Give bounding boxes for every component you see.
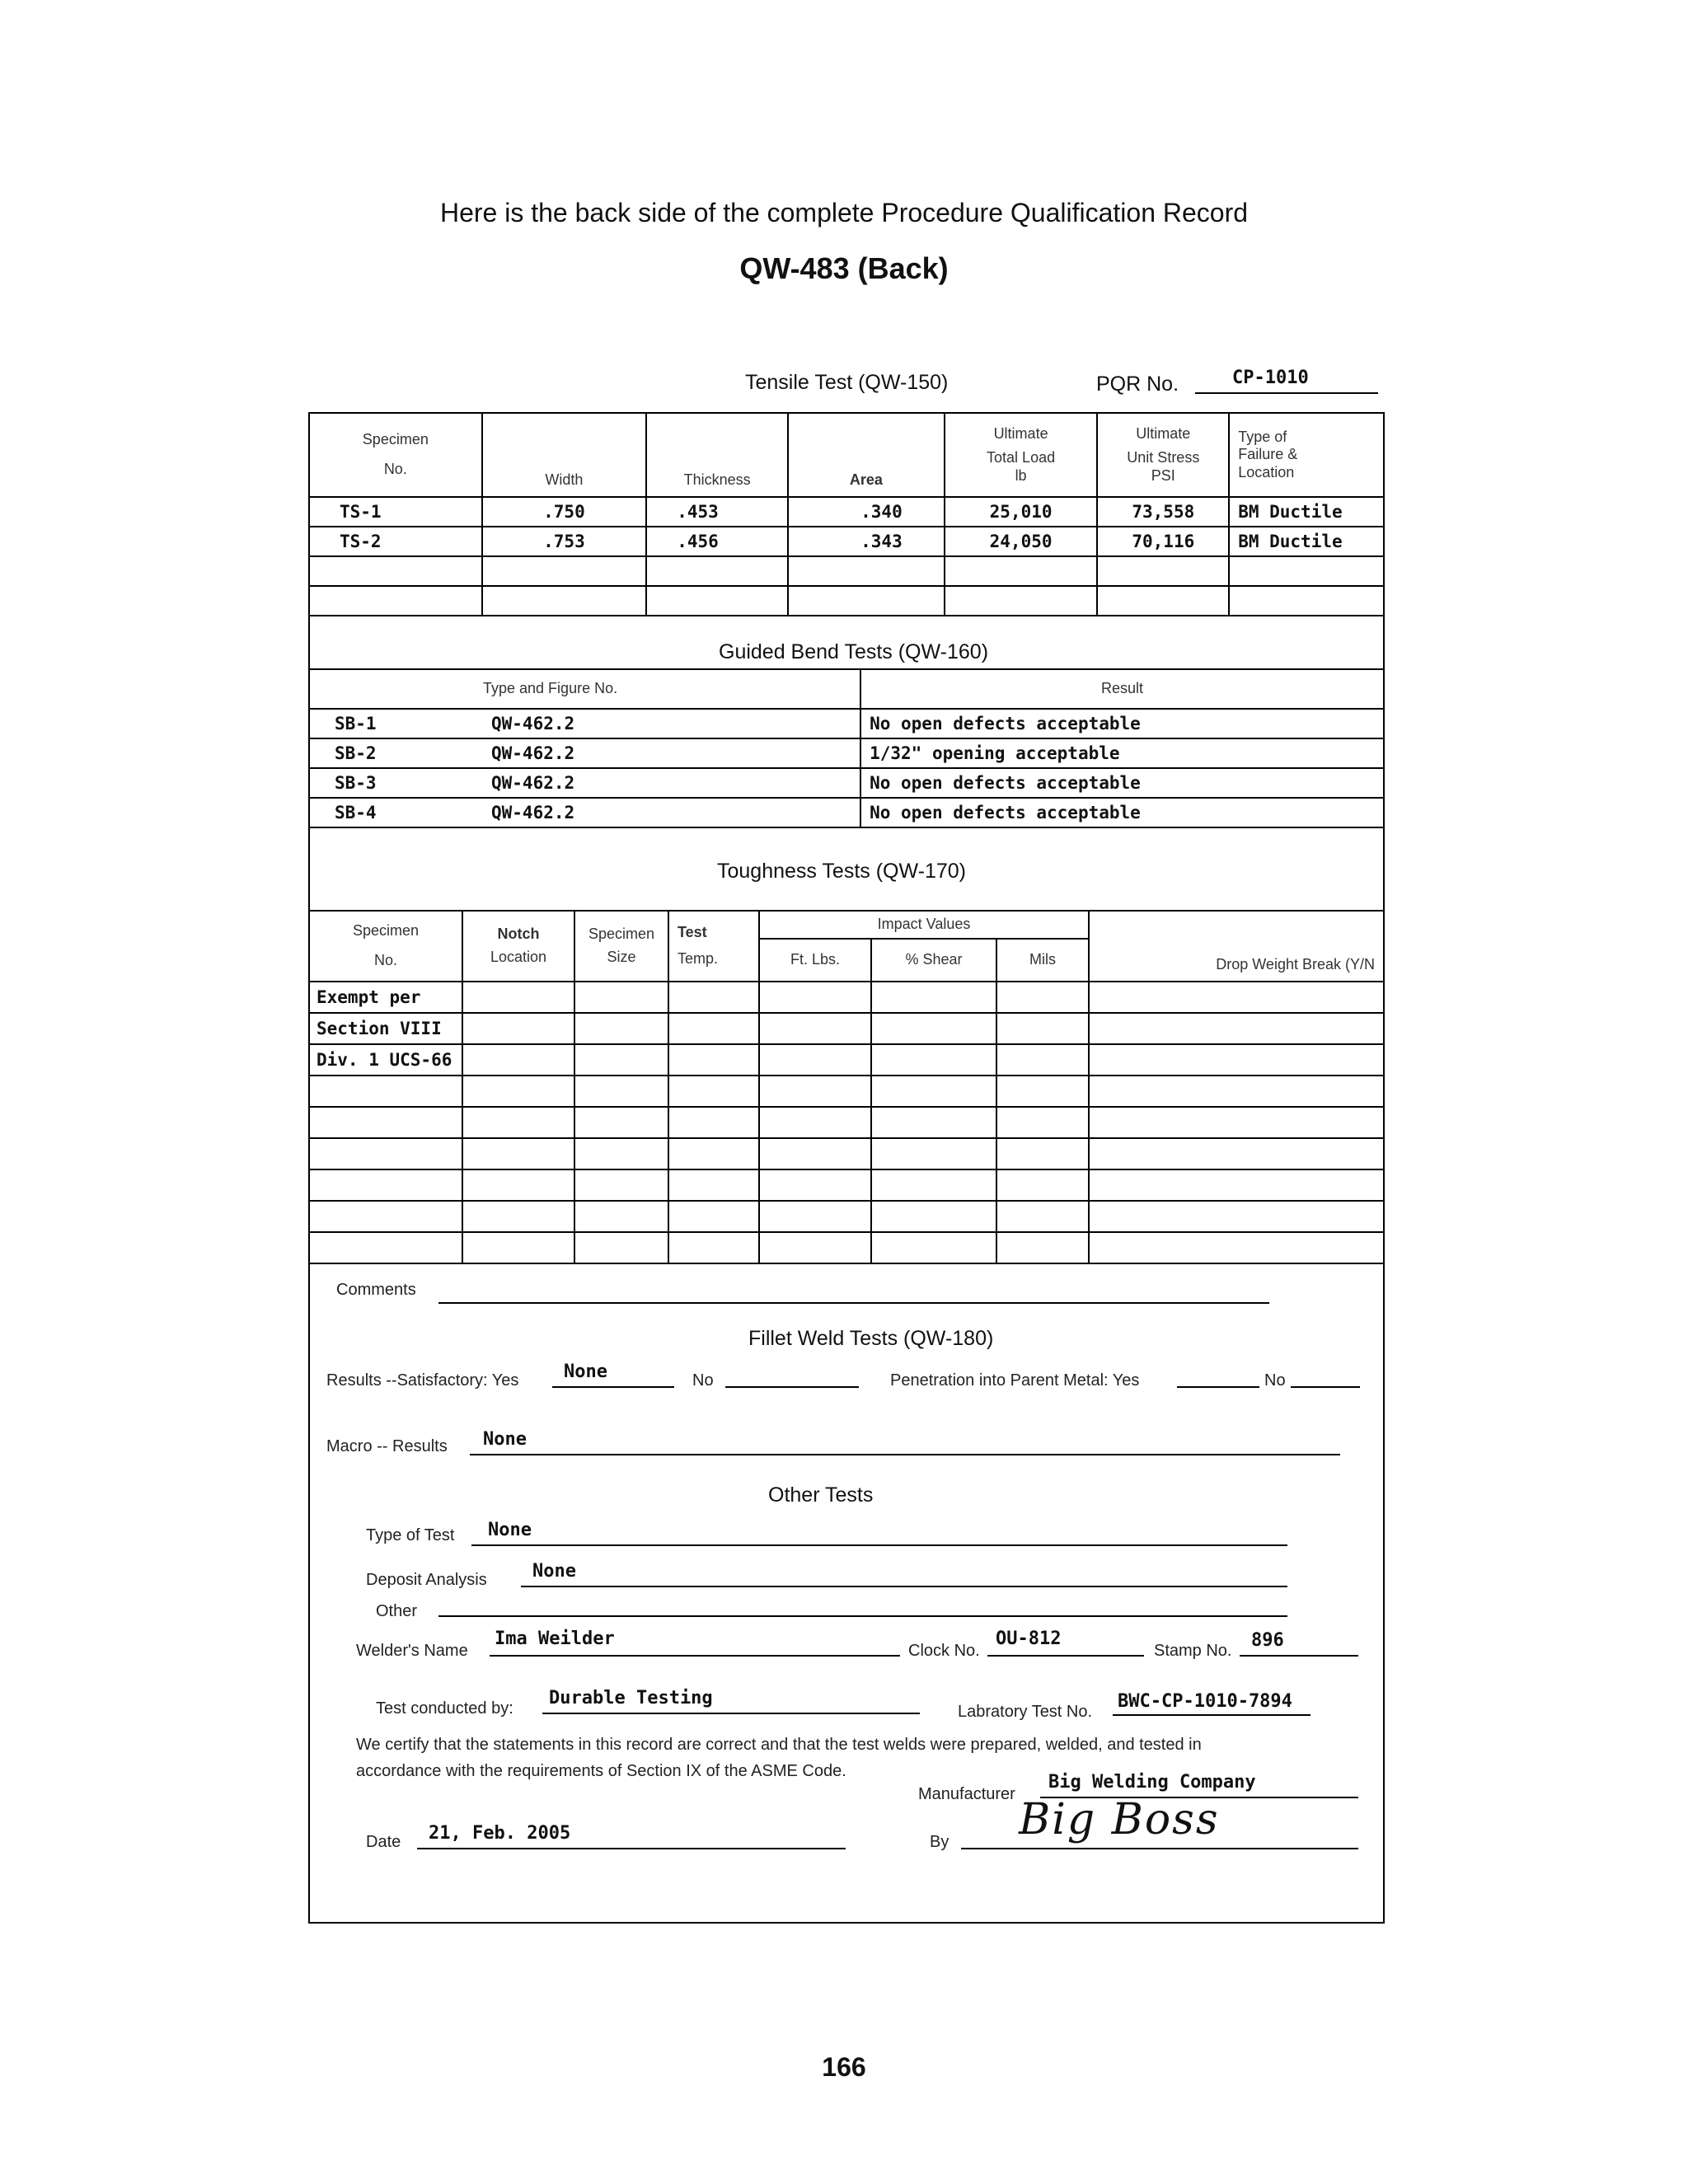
tough-header-specimen-1: Specimen [352,922,420,940]
pqr-value: CP-1010 [1232,368,1309,388]
penetration-no-label: No [1264,1371,1286,1390]
tough-header-size [574,911,668,982]
comments-field[interactable] [438,1279,1269,1304]
lab-test-label: Labratory Test No. [958,1703,1093,1721]
certify-line-2: accordance with the requirements of Section IX of the ASME Code. [356,1762,846,1780]
bend-title: Guided Bend Tests (QW-160) [719,640,989,663]
tough-header-ftlbs: Ft. Lbs. [759,939,871,982]
tough-header-impact: Impact Values [759,911,1089,939]
ts2-thickness: .456 [646,527,788,556]
tough-header-drop: Drop Weight Break (Y/N [1089,911,1384,982]
sb3-id: SB-3 [335,773,377,793]
stamp-label: Stamp No. [1154,1642,1232,1660]
ts2-area: .343 [788,527,945,556]
tough-header-notch-1: Notch [497,926,540,943]
welder-name-value: Ima Weilder [495,1629,615,1649]
header-stress [1097,413,1229,497]
table-row [309,768,1384,798]
table-row [309,497,1384,527]
certify-line-1: We certify that the statements in this record are correct and that the test welds were prepared, welded, and tested in [356,1736,1202,1754]
bend-header-type-text: Type and Figure No. [483,680,618,697]
fillet-no-label: No [692,1371,714,1390]
ts1-thickness: .453 [646,497,788,527]
deposit-field[interactable] [521,1561,1287,1587]
date-value: 21, Feb. 2005 [429,1823,571,1844]
clock-field[interactable] [987,1629,1144,1657]
sb4-cell [309,798,860,827]
deposit-value: None [532,1561,576,1582]
table-row [309,798,1384,827]
manufacturer-label: Manufacturer [918,1785,1015,1803]
other-title: Other Tests [768,1483,874,1507]
ts2-width: .753 [482,527,647,556]
sb1-result: No open defects acceptable [860,709,1384,738]
tough-header-notch-2: Location [490,949,547,965]
conducted-value: Durable Testing [549,1688,713,1708]
toughness-header-row-1 [309,911,1384,939]
macro-label: Macro -- Results [326,1437,448,1455]
toughness-title: Toughness Tests (QW-170) [717,860,966,883]
conducted-label: Test conducted by: [376,1699,513,1718]
table-row [309,1138,1384,1169]
clock-label: Clock No. [908,1642,980,1660]
fillet-yes-value: None [564,1361,607,1382]
fillet-no-field[interactable] [725,1361,859,1388]
pqr-label: PQR No. [1096,373,1179,396]
date-field[interactable] [417,1820,846,1849]
manufacturer-value: Big Welding Company [1048,1772,1256,1793]
ts1-area: .340 [788,497,945,527]
manufacturer-field[interactable] [1040,1769,1358,1798]
tensile-header-row [309,413,1384,497]
lab-test-field[interactable] [1113,1690,1311,1716]
ts2-load: 24,050 [945,527,1098,556]
penetration-yes-field[interactable] [1177,1361,1259,1388]
by-label: By [930,1833,950,1851]
sb2-type: QW-462.2 [491,743,575,763]
page-number: 166 [822,2052,866,2082]
sb1-type: QW-462.2 [491,714,575,733]
tough-header-size-1: Specimen [588,926,655,943]
signature-field[interactable] [961,1795,1358,1849]
table-row [309,738,1384,768]
header-stress-1: Ultimate [1136,424,1191,442]
table-row [309,1107,1384,1138]
tensile-table [308,412,1385,616]
sb4-type: QW-462.2 [491,803,575,823]
table-row [309,1013,1384,1044]
tough-header-mils: Mils [996,939,1089,982]
welder-name-field[interactable] [490,1629,900,1657]
bend-header-row [309,669,1384,709]
header-failure-1: Type of [1238,428,1287,445]
header-failure-3: Location [1238,463,1295,480]
fillet-yes-field[interactable] [552,1361,674,1388]
tough-row-1: Exempt per [309,982,462,1013]
header-specimen-1: Specimen [362,431,429,448]
fillet-results-label: Results --Satisfactory: Yes [326,1371,519,1390]
header-stress-2: Unit Stress [1127,449,1200,466]
table-row [309,586,1384,616]
ts1-stress: 73,558 [1097,497,1229,527]
conducted-field[interactable] [542,1686,920,1714]
pqr-field [1195,368,1378,394]
bend-table [308,668,1385,828]
ts1-failure: BM Ductile [1229,497,1384,527]
header-load-1: Ultimate [993,424,1048,442]
tough-header-temp [668,911,759,982]
macro-value: None [483,1429,527,1450]
header-area: Area [788,413,945,497]
header-load-3: lb [1015,466,1027,484]
table-row [309,1201,1384,1232]
tensile-title: Tensile Test (QW-150) [745,371,949,394]
type-of-test-field[interactable] [471,1520,1287,1546]
date-label: Date [366,1833,401,1851]
other-field[interactable] [438,1594,1287,1617]
tough-header-size-2: Size [607,949,636,965]
header-specimen [309,413,482,497]
sb3-type: QW-462.2 [491,773,575,793]
header-specimen-2: No. [383,461,407,477]
sb2-result: 1/32" opening acceptable [860,738,1384,768]
tough-header-notch [462,911,574,982]
header-load-2: Total Load [987,449,1056,466]
stamp-field[interactable] [1240,1629,1358,1657]
fillet-title: Fillet Weld Tests (QW-180) [748,1327,994,1350]
sb4-result: No open defects acceptable [860,798,1384,827]
tough-header-temp-1: Test [678,924,707,941]
penetration-label: Penetration into Parent Metal: Yes [890,1371,1140,1390]
sb2-cell [309,738,860,768]
table-row [309,1044,1384,1076]
sb4-id: SB-4 [335,803,377,823]
welder-name-label: Welder's Name [356,1642,468,1660]
ts2-stress: 70,116 [1097,527,1229,556]
sb3-cell [309,768,860,798]
sb2-id: SB-2 [335,743,377,763]
intro-text: Here is the back side of the complete Procedure Qualification Record [439,198,1249,227]
header-load [945,413,1098,497]
tough-header-temp-2: Temp. [678,950,719,967]
header-stress-3: PSI [1151,466,1175,484]
sb1-cell [309,709,860,738]
deposit-label: Deposit Analysis [366,1571,487,1589]
tough-header-specimen-2: No. [373,952,397,968]
bend-header-result: Result [860,669,1384,709]
stamp-value: 896 [1251,1630,1284,1651]
type-of-test-label: Type of Test [366,1526,455,1544]
clock-value: OU-812 [996,1629,1062,1649]
sb1-id: SB-1 [335,714,377,733]
table-row [309,1076,1384,1107]
lab-test-value: BWC-CP-1010-7894 [1118,1691,1292,1712]
table-row [309,709,1384,738]
tough-header-shear: % Shear [871,939,996,982]
ts2-failure: BM Ductile [1229,527,1384,556]
header-thickness: Thickness [646,413,788,497]
toughness-table [308,910,1385,1264]
ts1-load: 25,010 [945,497,1098,527]
table-row [309,556,1384,586]
ts1-width: .750 [482,497,647,527]
form-title: QW-483 (Back) [739,251,949,285]
penetration-no-field[interactable] [1291,1361,1360,1388]
table-row [309,1232,1384,1263]
sb3-result: No open defects acceptable [860,768,1384,798]
type-of-test-value: None [488,1520,532,1540]
tough-row-2: Section VIII [309,1013,462,1044]
table-row [309,1169,1384,1201]
tough-header-specimen [309,911,462,982]
table-row [309,982,1384,1013]
tough-row-3: Div. 1 UCS-66 [309,1044,462,1076]
table-row [309,527,1384,556]
ts1-specimen: TS-1 [309,497,482,527]
header-failure-2: Failure & [1238,446,1298,463]
comments-label: Comments [336,1281,416,1299]
ts2-specimen: TS-2 [309,527,482,556]
signature: Big Boss [1019,1795,1220,1844]
header-width: Width [482,413,647,497]
macro-field[interactable] [470,1429,1340,1455]
other-label: Other [376,1602,418,1620]
bend-header-type [309,669,860,709]
header-failure [1229,413,1384,497]
